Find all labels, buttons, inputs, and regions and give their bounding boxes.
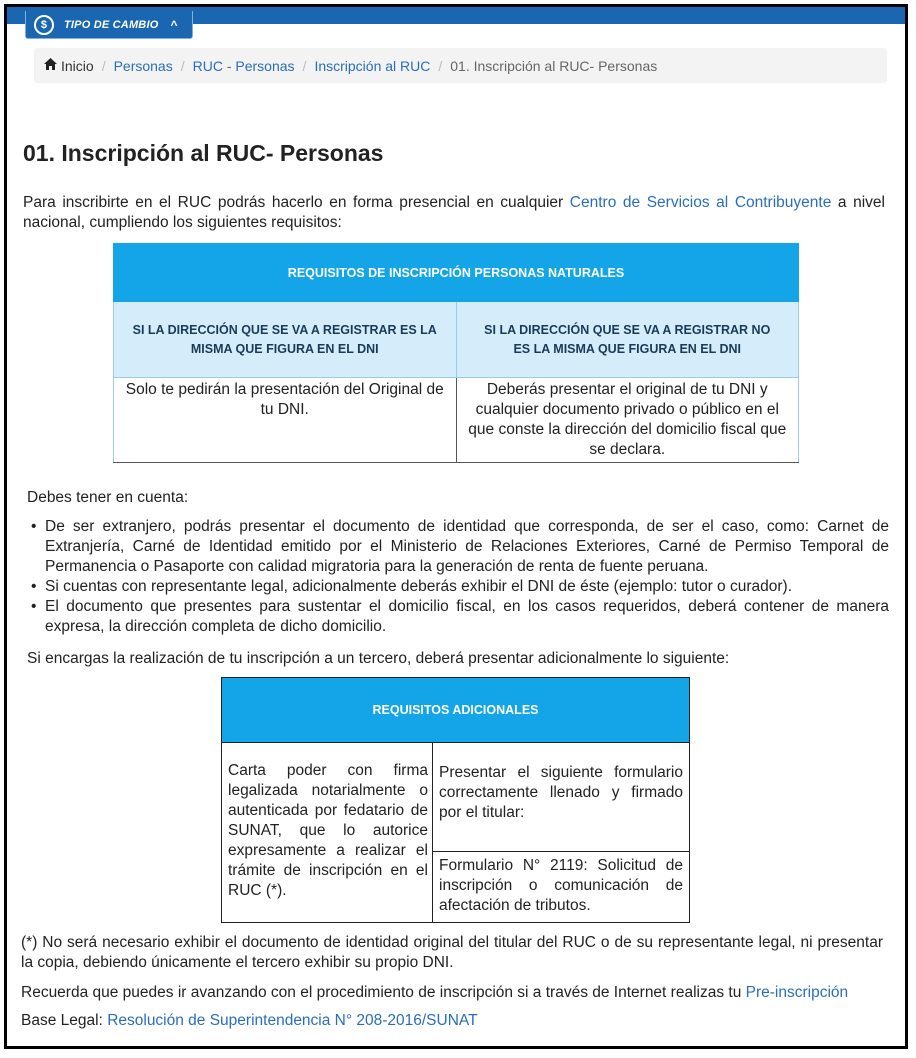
chevron-up-icon: ^ <box>170 17 178 32</box>
recuerda-text: Recuerda que puedes ir avanzando con el procedimiento de inscripción si a través de Internet realizas tu <box>21 984 746 1001</box>
notes-list <box>23 517 889 637</box>
base-legal-label: Base Legal: <box>21 1012 108 1029</box>
col-distinta-direccion-body: Deberás presentar el original de tu DNI y cualquier documento privado o público en el que conste la dirección del domicilio fiscal que se declara. <box>456 378 799 463</box>
requisitos-table-header: REQUISITOS DE INSCRIPCIÓN PERSONAS NATURALES <box>114 244 799 302</box>
breadcrumb-home[interactable]: Inicio <box>61 57 94 74</box>
page-frame <box>4 4 908 1049</box>
col-misma-direccion-header: SI LA DIRECCIÓN QUE SE VA A REGISTRAR ES LA MISMA QUE FIGURA EN EL DNI <box>114 302 457 378</box>
tipo-de-cambio-label: TIPO DE CAMBIO <box>64 18 159 31</box>
pre-inscripcion-link[interactable]: Pre-inscripción <box>745 984 849 1001</box>
recuerda-paragraph <box>21 983 883 1003</box>
breadcrumb <box>34 48 887 83</box>
carta-poder-cell: Carta poder con firma legalizada notarialmente o autenticada por fedatario de SUNAT, que lo autorice expresamente a realizar el trámite de inscripción en el RUC (*). <box>222 743 433 923</box>
breadcrumb-separator: / <box>101 57 106 74</box>
breadcrumb-separator: / <box>180 57 185 74</box>
breadcrumb-separator: / <box>438 57 443 74</box>
list-item: • Si cuentas con representante legal, adicionalmente deberás exhibir el DNI de éste (ejemplo: tutor o curador). <box>31 578 792 595</box>
breadcrumb-ruc-personas[interactable]: RUC - Personas <box>192 57 295 74</box>
breadcrumb-personas[interactable]: Personas <box>113 57 173 74</box>
requisitos-table <box>113 243 799 463</box>
base-legal-paragraph <box>21 1011 883 1031</box>
currency-icon: $ <box>34 15 54 35</box>
requisitos-adicionales-table <box>221 677 690 923</box>
requisitos-adicionales-header: REQUISITOS ADICIONALES <box>222 678 690 743</box>
home-icon[interactable] <box>44 58 57 73</box>
formulario-instruction-cell: Presentar el siguiente formulario correctamente llenado y firmado por el titular: <box>433 743 690 852</box>
list-item: • El documento que presentes para sustentar el domicilio fiscal, en los casos requeridos, deberá contener de manera expresa, la dirección completa de dicho domicilio. <box>31 598 889 635</box>
asterisk-note: (*) No será necesario exhibir el documento de identidad original del titular del RUC o de su representante legal, ni presentar la copia, debiendo únicamente el tercero exhibir su propio DNI. <box>21 934 883 971</box>
page-title: 01. Inscripción al RUC- Personas <box>23 140 384 166</box>
intro-text-before: Para inscribirte en el RUC podrás hacerlo en forma presencial en cualquier <box>23 194 570 211</box>
list-item: • De ser extranjero, podrás presentar el documento de identidad que corresponda, de ser el caso, como: Carnet de Extranjería, Carné de Identidad emitido por el Ministerio de Relaciones Exteriores, Carné de Permiso Temporal de Permanencia o Pasaporte con calidad migratoria para la generación de renta de fuente peruana. <box>31 518 889 575</box>
col-misma-direccion-body: Solo te pedirán la presentación del Original de tu DNI. <box>114 378 457 463</box>
breadcrumb-current: 01. Inscripción al RUC- Personas <box>450 57 658 74</box>
base-legal-link[interactable]: Resolución de Superintendencia N° 208-2016/SUNAT <box>107 1012 478 1029</box>
intro-paragraph <box>23 193 885 233</box>
centro-servicios-link[interactable]: Centro de Servicios al Contribuyente <box>569 194 832 211</box>
tipo-de-cambio-button[interactable] <box>25 11 193 39</box>
intro-text-after: a nivel nacional, cumpliendo los siguientes requisitos: <box>23 194 885 231</box>
col-distinta-direccion-header: SI LA DIRECCIÓN QUE SE VA A REGISTRAR NO ES LA MISMA QUE FIGURA EN EL DNI <box>456 302 799 378</box>
tercero-paragraph: Si encargas la realización de tu inscripción a un tercero, deberá presentar adicionalmente lo siguiente: <box>27 650 730 667</box>
notes-intro: Debes tener en cuenta: <box>27 489 189 506</box>
breadcrumb-separator: / <box>302 57 307 74</box>
formulario-2119-cell: Formulario N° 2119: Solicitud de inscripción o comunicación de afectación de tributos. <box>433 852 690 923</box>
breadcrumb-inscripcion[interactable]: Inscripción al RUC <box>314 57 431 74</box>
